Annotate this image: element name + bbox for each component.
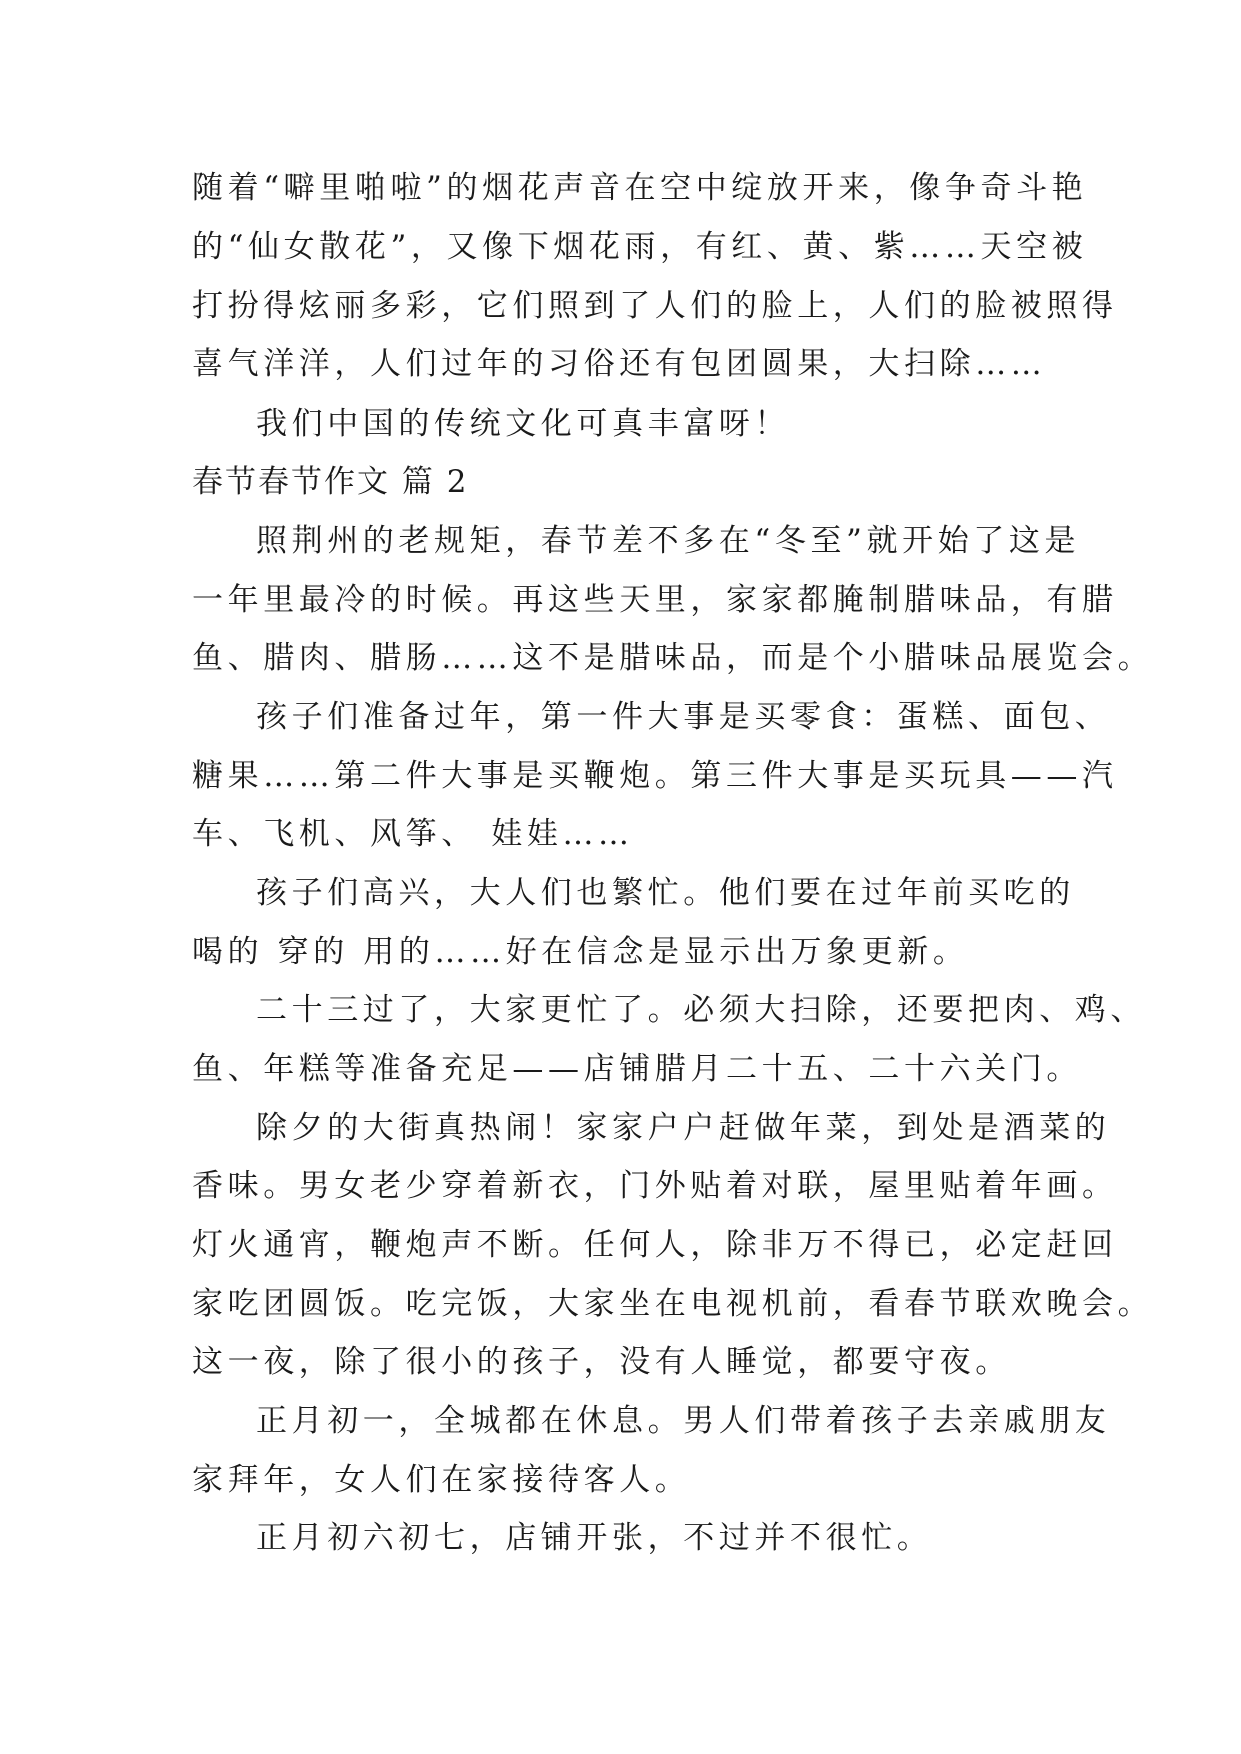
- paragraph-line: 打扮得炫丽多彩，它们照到了人们的脸上，人们的脸被照得: [192, 288, 1118, 324]
- paragraph-line: 这一夜，除了很小的孩子，没有人睡觉，都要守夜。: [192, 1344, 1011, 1380]
- paragraph-line: 喝的 穿的 用的……好在信念是显示出万象更新。: [192, 934, 969, 970]
- paragraph-line: 家拜年，女人们在家接待客人。: [192, 1462, 691, 1498]
- paragraph-line: 的“仙女散花”，又像下烟花雨，有红、黄、紫……天空被: [192, 229, 1088, 265]
- paragraph-line: 鱼、年糕等准备充足——店铺腊月二十五、二十六关门。: [192, 1051, 1082, 1087]
- paragraph-line: 灯火通宵，鞭炮声不断。任何人，除非万不得已，必定赶回: [192, 1227, 1118, 1263]
- paragraph-line: 我们中国的传统文化可真丰富呀！: [256, 406, 790, 442]
- paragraph-line: 家吃团圆饭。吃完饭，大家坐在电视机前，看春节联欢晚会。: [192, 1286, 1154, 1322]
- section-heading: 春节春节作文 篇 2: [192, 464, 469, 500]
- paragraph-line: 鱼、腊肉、腊肠……这不是腊味品，而是个小腊味品展览会。: [192, 640, 1154, 676]
- paragraph-line: 正月初六初七，店铺开张，不过并不很忙。: [256, 1520, 933, 1556]
- paragraph-line: 喜气洋洋，人们过年的习俗还有包团圆果，大扫除……: [192, 346, 1047, 382]
- paragraph-line: 照荆州的老规矩，春节差不多在“冬至”就开始了这是: [256, 523, 1081, 559]
- paragraph-line: 车、飞机、风筝、 娃娃……: [192, 816, 634, 852]
- paragraph-line: 糖果……第二件大事是买鞭炮。第三件大事是买玩具——汽: [192, 758, 1118, 794]
- paragraph-line: 一年里最冷的时候。再这些天里，家家都腌制腊味品，有腊: [192, 582, 1118, 618]
- paragraph-line: 孩子们高兴，大人们也繁忙。他们要在过年前买吃的: [256, 875, 1075, 911]
- paragraph-line: 孩子们准备过年，第一件大事是买零食：蛋糕、面包、: [256, 699, 1111, 735]
- paragraph-line: 香味。男女老少穿着新衣，门外贴着对联，屋里贴着年画。: [192, 1168, 1118, 1204]
- paragraph-line: 随着“噼里啪啦”的烟花声音在空中绽放开来，像争奇斗艳: [192, 170, 1088, 206]
- paragraph-line: 正月初一，全城都在休息。男人们带着孩子去亲戚朋友: [256, 1403, 1111, 1439]
- paragraph-line: 二十三过了，大家更忙了。必须大扫除，还要把肉、鸡、: [256, 992, 1146, 1028]
- paragraph-line: 除夕的大街真热闹！家家户户赶做年菜，到处是酒菜的: [256, 1110, 1111, 1146]
